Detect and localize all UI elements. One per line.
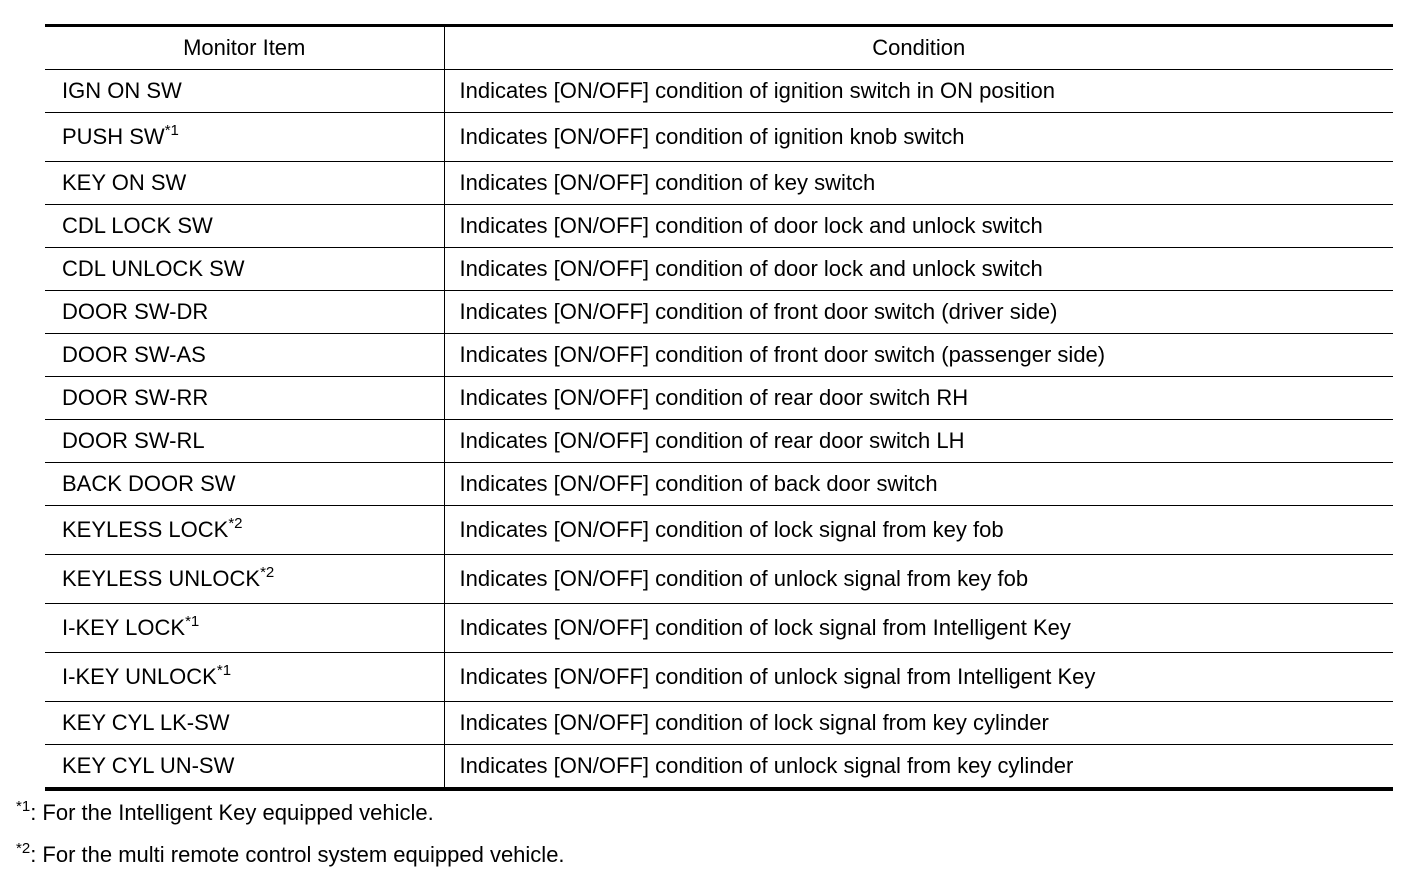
condition-cell: Indicates [ON/OFF] condition of unlock signal from key cylinder: [459, 753, 1074, 778]
footnote-mark: *1: [216, 662, 232, 679]
monitor-item-name: DOOR SW-RR: [62, 385, 209, 410]
monitor-item-cell: [45, 334, 444, 377]
monitor-item-cell: [45, 113, 444, 162]
condition-cell: Indicates [ON/OFF] condition of door lock and unlock switch: [444, 248, 1393, 291]
monitor-item-cell: [45, 702, 444, 745]
table-row: [45, 653, 1393, 702]
monitor-item-name: CDL LOCK SW: [62, 213, 213, 238]
condition-cell: Indicates [ON/OFF] condition of front door switch (passenger side): [444, 334, 1393, 377]
monitor-item-name: KEYLESS UNLOCK: [62, 566, 261, 591]
monitor-item-cell: [45, 291, 444, 334]
monitor-item-cell: [45, 70, 444, 113]
table-row: [45, 162, 1393, 205]
footnote-mark: *2: [260, 564, 275, 581]
table-header-row: [45, 26, 1393, 70]
monitor-item-name: KEY CYL LK-SW: [62, 710, 230, 735]
header-monitor-item: Monitor Item: [45, 26, 444, 70]
table-row: [45, 745, 1393, 790]
monitor-item-name: BACK DOOR SW: [62, 471, 236, 496]
condition-cell: Indicates [ON/OFF] condition of unlock signal from key fob: [444, 555, 1393, 604]
monitor-item-cell: [45, 506, 444, 555]
footnote-mark: *2: [228, 515, 243, 532]
table-row: [45, 506, 1393, 555]
monitor-item-cell: [45, 463, 444, 506]
condition-cell: Indicates [ON/OFF] condition of lock signal from Intelligent Key: [444, 604, 1393, 653]
condition-cell: Indicates [ON/OFF] condition of lock signal from key cylinder: [444, 702, 1393, 745]
monitor-item-cell: [45, 377, 444, 420]
table-row: [45, 334, 1393, 377]
monitor-item-name: I-KEY LOCK: [62, 615, 186, 640]
table-row: [45, 463, 1393, 506]
table-row: [45, 702, 1393, 745]
monitor-item-name: DOOR SW-AS: [62, 342, 206, 367]
condition-cell: Indicates [ON/OFF] condition of rear door switch LH: [444, 420, 1393, 463]
table-row: [45, 205, 1393, 248]
monitor-item-name: KEY CYL UN-SW: [62, 753, 235, 778]
condition-cell: Indicates [ON/OFF] condition of lock signal from key fob: [444, 506, 1393, 555]
condition-cell: Indicates [ON/OFF] condition of door lock and unlock switch: [444, 205, 1393, 248]
table-row: [45, 113, 1393, 162]
footnote-2-mark: *2: [16, 840, 31, 857]
table-row: [45, 70, 1393, 113]
footnote-2: [16, 842, 565, 868]
condition-cell: Indicates [ON/OFF] condition of ignition knob switch: [444, 113, 1393, 162]
monitor-item-name: IGN ON SW: [62, 78, 182, 103]
condition-cell: Indicates [ON/OFF] condition of front door switch (driver side): [444, 291, 1393, 334]
header-condition: Condition: [444, 26, 1393, 70]
monitor-item-name: DOOR SW-DR: [62, 299, 209, 324]
monitor-item-cell: [45, 205, 444, 248]
monitor-item-cell: [45, 653, 444, 702]
monitor-item-name: DOOR SW-RL: [62, 428, 205, 453]
monitor-item-name: PUSH SW: [62, 124, 165, 149]
footnote-mark: *1: [164, 122, 179, 139]
monitor-item-cell: [45, 555, 444, 604]
monitor-item-name: KEYLESS LOCK: [62, 517, 229, 542]
monitor-item-cell: [45, 420, 444, 463]
footnote-2-text: : For the multi remote control system equipped vehicle.: [30, 842, 565, 867]
footnote-1-mark: *1: [16, 798, 31, 815]
condition-cell: Indicates [ON/OFF] condition of back door switch: [444, 463, 1393, 506]
condition-cell: Indicates [ON/OFF] condition of ignition switch in ON position: [444, 70, 1393, 113]
monitor-item-table: [45, 24, 1393, 791]
monitor-item-cell: [45, 162, 444, 205]
footnote-mark: *1: [185, 613, 200, 630]
monitor-item-name: I-KEY UNLOCK: [62, 664, 217, 689]
table-row: [45, 555, 1393, 604]
table-row: [45, 291, 1393, 334]
table-row: [45, 420, 1393, 463]
table-row: [45, 377, 1393, 420]
condition-cell: Indicates [ON/OFF] condition of key switch: [444, 162, 1393, 205]
monitor-item-name: CDL UNLOCK SW: [62, 256, 245, 281]
footnote-1-text: : For the Intelligent Key equipped vehicle.: [30, 800, 434, 825]
table-row: [45, 604, 1393, 653]
monitor-item-cell: [45, 745, 444, 790]
condition-cell: Indicates [ON/OFF] condition of unlock signal from Intelligent Key: [444, 653, 1393, 702]
condition-cell: Indicates [ON/OFF] condition of rear door switch RH: [444, 377, 1393, 420]
table-row: [45, 248, 1393, 291]
monitor-item-cell: [45, 604, 444, 653]
monitor-item-name: KEY ON SW: [62, 170, 187, 195]
footnote-1: [16, 800, 434, 826]
monitor-item-cell: [45, 248, 444, 291]
